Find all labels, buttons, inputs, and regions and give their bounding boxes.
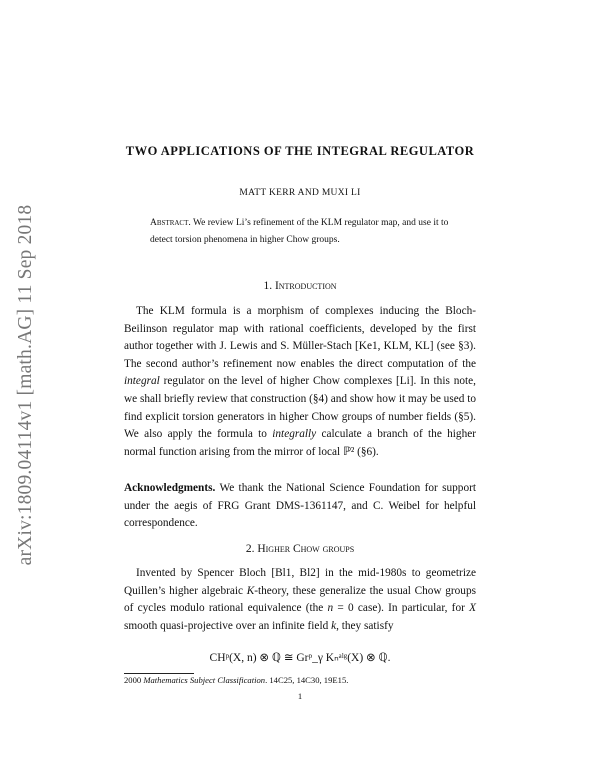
intro-emphasis-integral: integral	[124, 375, 160, 388]
chow-text-3: = 0 case). In particular, for	[333, 602, 470, 615]
intro-text-3: calculate a branch of the higher normal function arising from the mirror of local ℙ² (§6).	[124, 428, 476, 458]
higher-chow-paragraph	[124, 565, 476, 635]
chow-text-1: Invented by Spencer Bloch [Bl1, Bl2] in the mid-1980s to geometrize Quillen’s higher algebraic	[124, 567, 476, 597]
chow-text-4: smooth quasi-projective over an infinite field	[124, 619, 332, 632]
chow-text-2: -theory, these generalize the usual Chow groups of cycles modulo rational equivalence (the	[124, 584, 476, 615]
footnote-label: Mathematics Subject Classification	[143, 675, 266, 685]
arxiv-identifier: arXiv:1809.04114v1 [math.AG] 11 Sep 2018	[15, 204, 36, 566]
chow-emphasis-n: n	[327, 602, 334, 615]
abstract	[150, 215, 450, 249]
page-number: 1	[297, 691, 303, 701]
paper-authors: MATT KERR AND MUXI LI	[239, 188, 361, 198]
footnote-rule	[124, 673, 194, 674]
intro-emphasis-integrally: integrally	[272, 428, 317, 441]
chow-text-5: , they satisfy	[336, 619, 394, 632]
acknowledgments-label: Acknowledgments.	[124, 482, 216, 494]
acknowledgments-paragraph	[124, 480, 476, 533]
paper-title: TWO APPLICATIONS OF THE INTEGRAL REGULATOR	[125, 144, 475, 158]
acknowledgments-text: We thank the National Science Foundation for support under the aegis of FRG Grant DMS-1361147, and C. Weibel for helpful correspondence.	[124, 482, 476, 530]
abstract-label: Abstract.	[150, 218, 191, 228]
footnote	[124, 675, 476, 685]
chow-emphasis-x: X	[469, 602, 476, 615]
display-formula: CHᵖ(X, n) ⊗ ℚ ≅ Grᵖ_γ Kₙᵃˡᵍ(X) ⊗ ℚ.	[209, 652, 391, 664]
chow-emphasis-field: k	[331, 619, 337, 632]
intro-text-2: regulator on the level of higher Chow complexes [Li]. In this note, we shall briefly review that construction (§4) and show how it may be used to find explicit torsion generators in higher Chow groups of number fields (§5). We also apply the formula to	[124, 375, 477, 441]
footnote-codes: . 14C25, 14C30, 19E15.	[265, 675, 349, 685]
intro-text-1: The KLM formula is a morphism of complexes inducing the Bloch-Beilinson regulator map with rational coefficients, developed by the first author together with J. Lewis and S. Müller-Stach [Ke1, KLM, KL] (see §3). The second author’s refinement now enables the direct computation of the	[124, 305, 476, 370]
arxiv-sidebar	[6, 190, 46, 580]
section-1-heading: 1. Introduction	[263, 280, 337, 292]
intro-paragraph	[124, 303, 476, 461]
footnote-year: 2000	[124, 675, 144, 685]
section-2-heading: 2. Higher Chow groups	[245, 543, 355, 555]
chow-emphasis-k: K	[246, 584, 255, 597]
abstract-text: We review Li’s refinement of the KLM regulator map, and use it to detect torsion phenomena in higher Chow groups.	[150, 218, 449, 245]
